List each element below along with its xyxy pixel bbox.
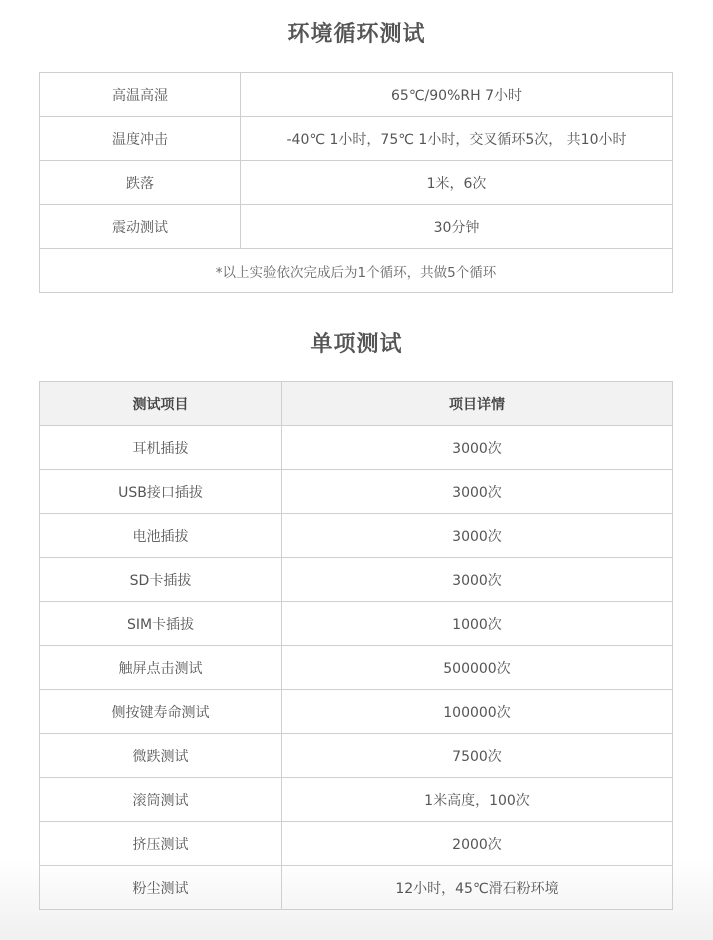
table-row <box>40 514 673 558</box>
table-row <box>40 249 673 293</box>
test-detail-cell: 100000次 <box>282 690 673 734</box>
test-item-cell: 微跌测试 <box>40 734 282 778</box>
test-detail-cell: 1000次 <box>282 602 673 646</box>
test-detail-cell: 500000次 <box>282 646 673 690</box>
table-row <box>40 426 673 470</box>
single-test-title: 单项测试 <box>310 332 403 357</box>
table-row <box>40 161 673 205</box>
table-row <box>40 73 673 117</box>
test-item-cell: USB接口插拔 <box>40 470 282 514</box>
table-row <box>40 558 673 602</box>
test-detail-cell: 3000次 <box>282 470 673 514</box>
table-row <box>40 866 673 910</box>
test-detail-cell: -40℃ 1小时，75℃ 1小时，交叉循环5次， 共10小时 <box>241 117 673 161</box>
test-item-cell: 挤压测试 <box>40 822 282 866</box>
env-cycle-test-title: 环境循环测试 <box>287 22 426 47</box>
table-row <box>40 470 673 514</box>
test-item-cell: 电池插拔 <box>40 514 282 558</box>
table-row <box>40 117 673 161</box>
test-item-cell: 跌落 <box>40 161 241 205</box>
test-item-cell: 高温高湿 <box>40 73 241 117</box>
table-row <box>40 205 673 249</box>
single-test-table <box>39 381 673 910</box>
test-item-cell: SIM卡插拔 <box>40 602 282 646</box>
test-item-cell: 侧按键寿命测试 <box>40 690 282 734</box>
test-item-cell: 粉尘测试 <box>40 866 282 910</box>
cycle-note: *以上实验依次完成后为1个循环，共做5个循环 <box>40 249 673 293</box>
test-detail-cell: 3000次 <box>282 558 673 602</box>
column-header-item: 测试项目 <box>40 382 282 426</box>
test-item-cell: 触屏点击测试 <box>40 646 282 690</box>
test-item-cell: 滚筒测试 <box>40 778 282 822</box>
table-row <box>40 822 673 866</box>
test-detail-cell: 2000次 <box>282 822 673 866</box>
table-row <box>40 602 673 646</box>
test-detail-cell: 7500次 <box>282 734 673 778</box>
test-detail-cell: 12小时，45℃滑石粉环境 <box>282 866 673 910</box>
column-header-detail: 项目详情 <box>282 382 673 426</box>
test-detail-cell: 1米高度，100次 <box>282 778 673 822</box>
test-detail-cell: 3000次 <box>282 514 673 558</box>
test-detail-cell: 1米，6次 <box>241 161 673 205</box>
test-detail-cell: 30分钟 <box>241 205 673 249</box>
test-item-cell: 耳机插拔 <box>40 426 282 470</box>
table-row <box>40 778 673 822</box>
table-row <box>40 734 673 778</box>
table-row <box>40 646 673 690</box>
test-item-cell: 温度冲击 <box>40 117 241 161</box>
test-detail-cell: 3000次 <box>282 426 673 470</box>
env-cycle-test-table <box>39 72 673 293</box>
table-row <box>40 690 673 734</box>
test-item-cell: 震动测试 <box>40 205 241 249</box>
test-detail-cell: 65℃/90%RH 7小时 <box>241 73 673 117</box>
table-header-row <box>40 382 673 426</box>
test-item-cell: SD卡插拔 <box>40 558 282 602</box>
